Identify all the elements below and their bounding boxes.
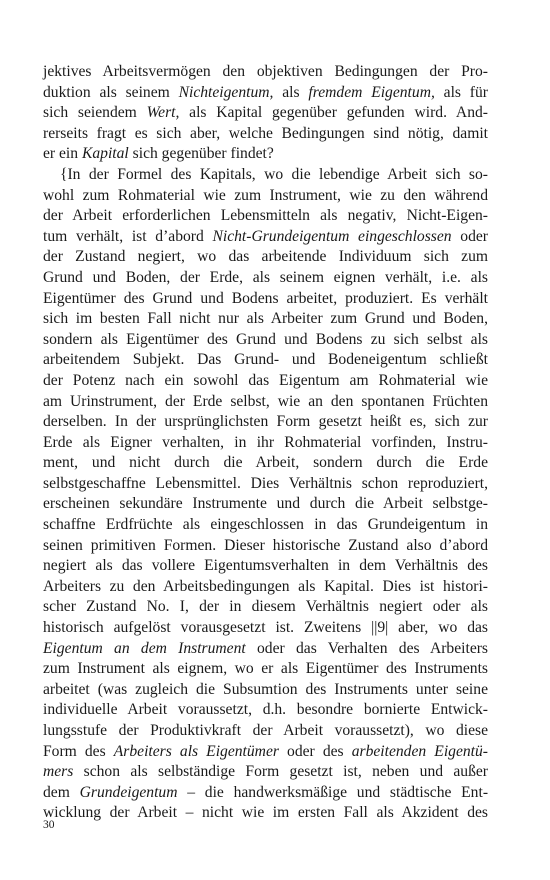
text-line: [43, 515, 488, 536]
italic-text: arbeitenden Eigentü-: [351, 742, 488, 760]
text-segment: er ein: [43, 145, 82, 163]
text-line: [43, 124, 488, 145]
text-line: [43, 783, 488, 804]
text-line: [43, 556, 488, 577]
text-line: [43, 227, 488, 248]
text-segment: oder des: [278, 742, 352, 760]
text-segment: seinen primitiven Formen. Dieser historische Zustand also d’abord: [43, 536, 488, 554]
text-segment: sich im besten Fall nicht nur als Arbeiter zum Grund und Boden,: [43, 310, 488, 328]
italic-text: Grundeigentum: [79, 783, 178, 801]
text-line: [43, 247, 488, 268]
text-line: [43, 453, 488, 474]
text-line: [43, 144, 488, 165]
text-segment: individuelle Arbeit voraussetzt, d.h. besondre bornierte Entwick-: [43, 701, 488, 719]
text-segment: arbeitet (was zugleich die Subsumtion des Instruments unter seine: [43, 680, 488, 698]
text-segment: selbstgeschaffne Lebensmittel. Dies Verhältnis schon reproduziert,: [43, 474, 488, 492]
text-line: [43, 474, 488, 495]
text-segment: Erde als Eigner verhalten, in ihr Rohmaterial vorfinden, Instru-: [43, 433, 488, 451]
text-segment: der Arbeit erforderlichen Lebensmitteln als negativ, Nicht-Eigen-: [43, 207, 488, 225]
text-segment: als: [273, 83, 309, 101]
text-segment: Grund und Boden, der Erde, als seinem eignen verhält, i.e. als: [43, 268, 488, 286]
italic-text: Wert,: [146, 104, 180, 122]
text-segment: als für: [434, 83, 488, 101]
text-segment: – die handwerksmäßige und städtische Ent-: [177, 783, 489, 801]
text-segment: negiert als das vollere Eigentumsverhalten in dem Verhältnis des: [43, 557, 488, 575]
text-segment: oder das Verhalten des Arbeiters: [245, 639, 488, 657]
text-segment: wicklung der Arbeit – nicht wie im ersten Fall als Akzident des: [43, 804, 488, 822]
text-segment: scher Zustand No. I, der in diesem Verhältnis negiert oder als: [43, 598, 488, 616]
text-segment: sondern als Eigentümer des Grund und Bodens zu sich selbst als: [43, 330, 488, 348]
text-segment: oder: [451, 227, 489, 245]
italic-text: mers: [43, 763, 74, 781]
text-line: [43, 597, 488, 618]
text-line: [43, 680, 488, 701]
text-line: [43, 742, 488, 763]
text-line: [43, 83, 488, 104]
italic-text: Nicht-Grundeigentum eingeschlossen: [212, 227, 452, 245]
text-line: [43, 371, 488, 392]
text-segment: tum verhält, ist d’abord: [43, 227, 213, 245]
text-segment: sich gegenüber findet?: [128, 145, 274, 163]
text-line: [43, 762, 488, 783]
text-line: [43, 639, 488, 660]
text-line: [43, 165, 488, 186]
text-segment: ment, und nicht durch die Arbeit, sondern durch die Erde: [43, 454, 488, 472]
text-segment: am Urinstrument, der Erde selbst, wie an den spontanen Früchten: [43, 392, 488, 410]
body-text: [43, 62, 488, 824]
text-line: [43, 186, 488, 207]
text-segment: {In der Formel des Kapitals, wo die lebendige Arbeit sich so-: [60, 165, 488, 183]
text-line: [43, 206, 488, 227]
italic-text: Nichteigentum,: [178, 83, 274, 101]
text-segment: erscheinen sekundäre Instrumente und durch die Arbeit selbstge-: [43, 495, 488, 513]
text-segment: Form des: [43, 742, 114, 760]
text-segment: der Zustand negiert, wo das arbeitende Individuum sich zum: [43, 248, 488, 266]
text-segment: wohl zum Rohmaterial wie zum Instrument, wie zu den während: [43, 186, 488, 204]
text-line: [43, 289, 488, 310]
italic-text: Eigentum an dem Instrument: [43, 639, 246, 657]
page-number: 30: [43, 819, 55, 831]
text-line: [43, 659, 488, 680]
text-line: [43, 103, 488, 124]
text-line: [43, 350, 488, 371]
text-line: [43, 700, 488, 721]
text-line: [43, 412, 488, 433]
text-segment: schon als selbständige Form gesetzt ist, neben und außer: [73, 763, 488, 781]
text-line: [43, 721, 488, 742]
text-segment: der Potenz nach ein sowohl das Eigentum am Rohmaterial wie: [43, 371, 488, 389]
text-line: [43, 618, 488, 639]
text-segment: Arbeiters zu den Arbeitsbedingungen als Kapital. Dies ist histori-: [43, 577, 488, 595]
text-segment: als Kapital gegenüber gefunden wird. And-: [179, 104, 488, 122]
text-line: [43, 392, 488, 413]
text-segment: rerseits fragt es sich aber, welche Bedingungen sind nötig, damit: [43, 124, 488, 142]
text-segment: schaffne Erdfrüchte als eingeschlossen in das Grundeigentum in: [43, 516, 488, 534]
text-line: [43, 494, 488, 515]
text-line: [43, 577, 488, 598]
text-segment: zum Instrument als eignem, wo er als Eigentümer des Instruments: [43, 660, 488, 678]
italic-text: fremdem Eigentum,: [308, 83, 435, 101]
text-line: [43, 62, 488, 83]
text-line: [43, 330, 488, 351]
text-line: [43, 433, 488, 454]
italic-text: Arbeiters als Eigentümer: [113, 742, 279, 760]
text-line: [43, 803, 488, 824]
text-line: [43, 268, 488, 289]
text-segment: historisch aufgelöst vorausgesetzt ist. Zweitens ||9| aber, wo das: [43, 619, 488, 637]
italic-text: Kapital: [81, 145, 129, 163]
text-segment: derselben. In der ursprünglichsten Form gesetzt heißt es, sich zur: [43, 413, 488, 431]
text-segment: Eigentümer des Grund und Bodens arbeitet, produziert. Es verhält: [43, 289, 488, 307]
text-line: [43, 309, 488, 330]
text-segment: jektives Arbeitsvermögen den objektiven Bedingungen der Pro-: [43, 63, 488, 80]
text-segment: sich seiendem: [43, 104, 147, 122]
text-segment: arbeitendem Subjekt. Das Grund- und Bodeneigentum schließt: [43, 351, 488, 369]
text-segment: dem: [43, 783, 80, 801]
text-line: [43, 536, 488, 557]
text-segment: duktion als seinem: [43, 83, 179, 101]
text-segment: lungsstufe der Produktivkraft der Arbeit voraussetzt), wo diese: [43, 722, 488, 739]
